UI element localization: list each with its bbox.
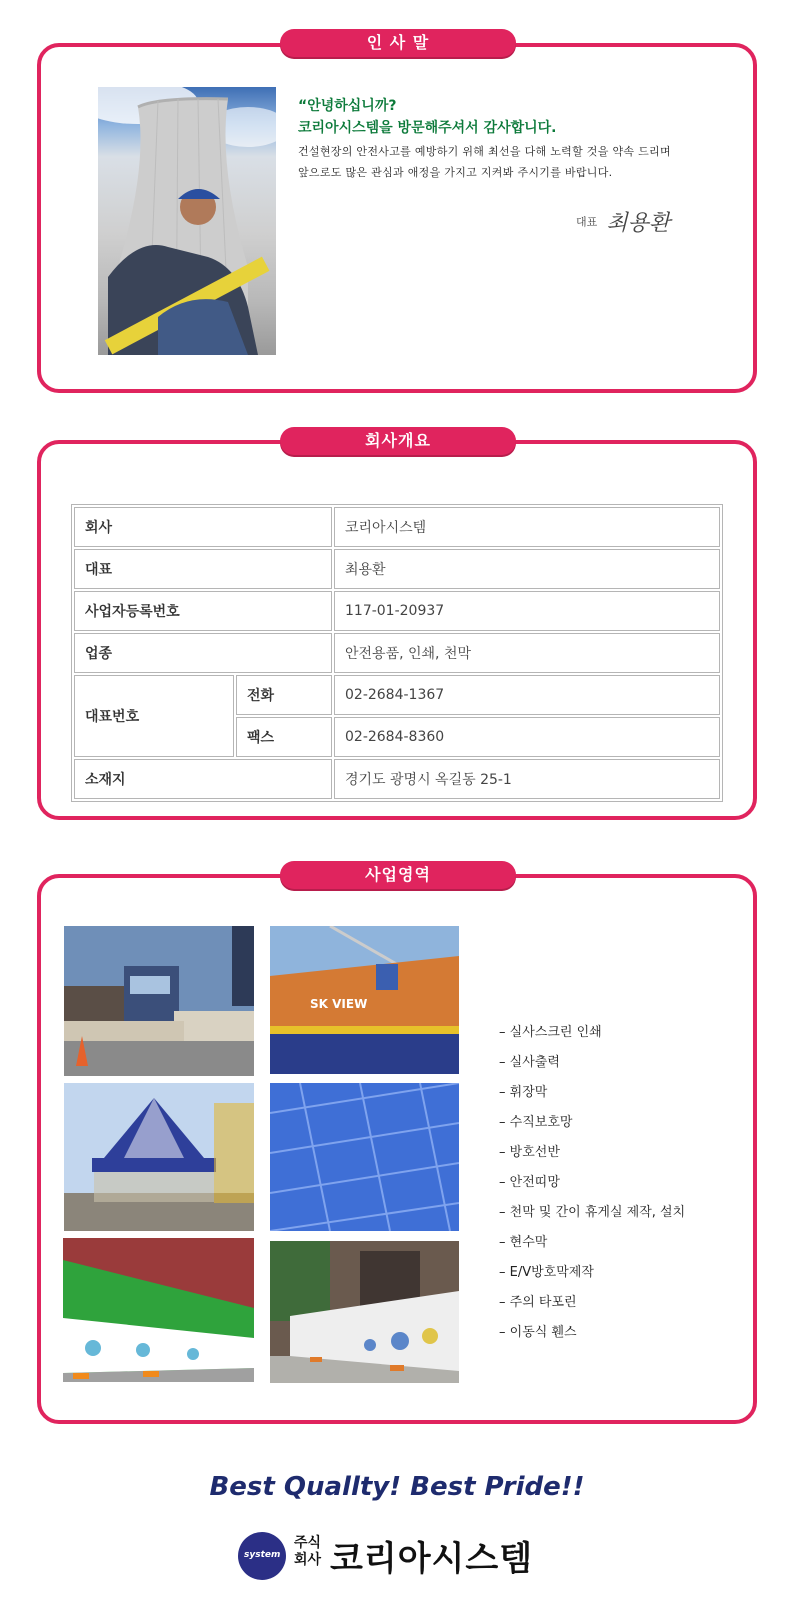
photo-guard-booth-illustration xyxy=(64,926,254,1076)
table-row xyxy=(74,549,720,589)
list-item: – 방호선반 xyxy=(499,1138,685,1168)
photo-green-fence-illustration xyxy=(63,1238,254,1382)
list-item: – 천막 및 간이 휴게실 제작, 설치 xyxy=(499,1198,685,1228)
list-item: – 주의 타포린 xyxy=(499,1288,685,1318)
overview-title: 회사개요 xyxy=(280,427,516,455)
label-tel: 전화 xyxy=(236,675,332,715)
label-bizno: 사업자등록번호 xyxy=(74,591,332,631)
logo-mark-text: system xyxy=(244,1550,281,1560)
label-industry: 업종 xyxy=(74,633,332,673)
value-address: 경기도 광명시 옥길동 25-1 xyxy=(334,759,720,799)
greeting-body-line2: 앞으로도 많은 관심과 애정을 가지고 지켜봐 주시기를 바랍니다. xyxy=(298,166,613,179)
slogan: Best Quallty! Best Pride!! xyxy=(209,1472,585,1502)
list-item: – 수직보호망 xyxy=(499,1108,685,1138)
label-fax: 팩스 xyxy=(236,717,332,757)
greeting-title: 인 사 말 xyxy=(280,29,516,57)
photo-green-fence xyxy=(63,1238,254,1382)
photo-tent-illustration xyxy=(64,1083,254,1231)
list-item: – 안전띠망 xyxy=(499,1168,685,1198)
value-fax: 02-2684-8360 xyxy=(334,717,720,757)
list-item: – 실사스크린 인쇄 xyxy=(499,1018,685,1048)
photo-white-fence xyxy=(270,1241,459,1383)
list-item: – 현수막 xyxy=(499,1228,685,1258)
photo-sk-view-illustration xyxy=(270,926,459,1074)
business-title: 사업영역 xyxy=(280,861,516,889)
photo-blue-net-illustration xyxy=(270,1083,459,1231)
label-company: 회사 xyxy=(74,507,332,547)
signature-name: 최용환 xyxy=(606,211,671,236)
company-logo xyxy=(238,1529,558,1579)
photo-sk-view xyxy=(270,926,459,1074)
table-row xyxy=(74,591,720,631)
value-company: 코리아시스템 xyxy=(334,507,720,547)
list-item: – 이동식 휀스 xyxy=(499,1318,685,1348)
logo-prefix: 주식회사 xyxy=(294,1535,322,1568)
logo-mark-icon xyxy=(238,1532,286,1580)
signature-role: 대표 xyxy=(576,215,598,229)
ceo-photo xyxy=(98,87,276,355)
greeting-line2: 코리아시스템을 방문해주셔서 감사합니다. xyxy=(298,120,557,136)
business-item-list xyxy=(499,1018,685,1348)
label-address: 소재지 xyxy=(74,759,332,799)
greeting-body-line1: 건설현장의 안전사고를 예방하기 위해 최선을 다해 노력할 것을 약속 드리며 xyxy=(298,145,671,158)
value-ceo: 최용환 xyxy=(334,549,720,589)
list-item: – 휘장막 xyxy=(499,1078,685,1108)
photo-blue-net xyxy=(270,1083,459,1231)
value-bizno: 117-01-20937 xyxy=(334,591,720,631)
greeting-text xyxy=(298,95,728,183)
label-phone-group: 대표번호 xyxy=(74,675,234,757)
ceo-signature xyxy=(576,206,670,237)
list-item: – E/V방호막제작 xyxy=(499,1258,685,1288)
sk-view-sign: SK VIEW xyxy=(310,997,368,1011)
table-row xyxy=(74,675,720,715)
photo-white-fence-illustration xyxy=(270,1241,459,1383)
value-tel: 02-2684-1367 xyxy=(334,675,720,715)
greeting-line1: “안녕하십니까? xyxy=(298,98,397,114)
greeting-body xyxy=(298,141,728,183)
logo-name: 코리아시스템 xyxy=(330,1539,534,1579)
table-row xyxy=(74,633,720,673)
table-row xyxy=(74,759,720,799)
table-row xyxy=(74,507,720,547)
ceo-photo-illustration xyxy=(98,87,276,355)
value-industry: 안전용품, 인쇄, 천막 xyxy=(334,633,720,673)
company-info-table xyxy=(71,504,723,802)
photo-tent xyxy=(64,1083,254,1231)
photo-guard-booth xyxy=(64,926,254,1076)
list-item: – 실사출력 xyxy=(499,1048,685,1078)
label-ceo: 대표 xyxy=(74,549,332,589)
